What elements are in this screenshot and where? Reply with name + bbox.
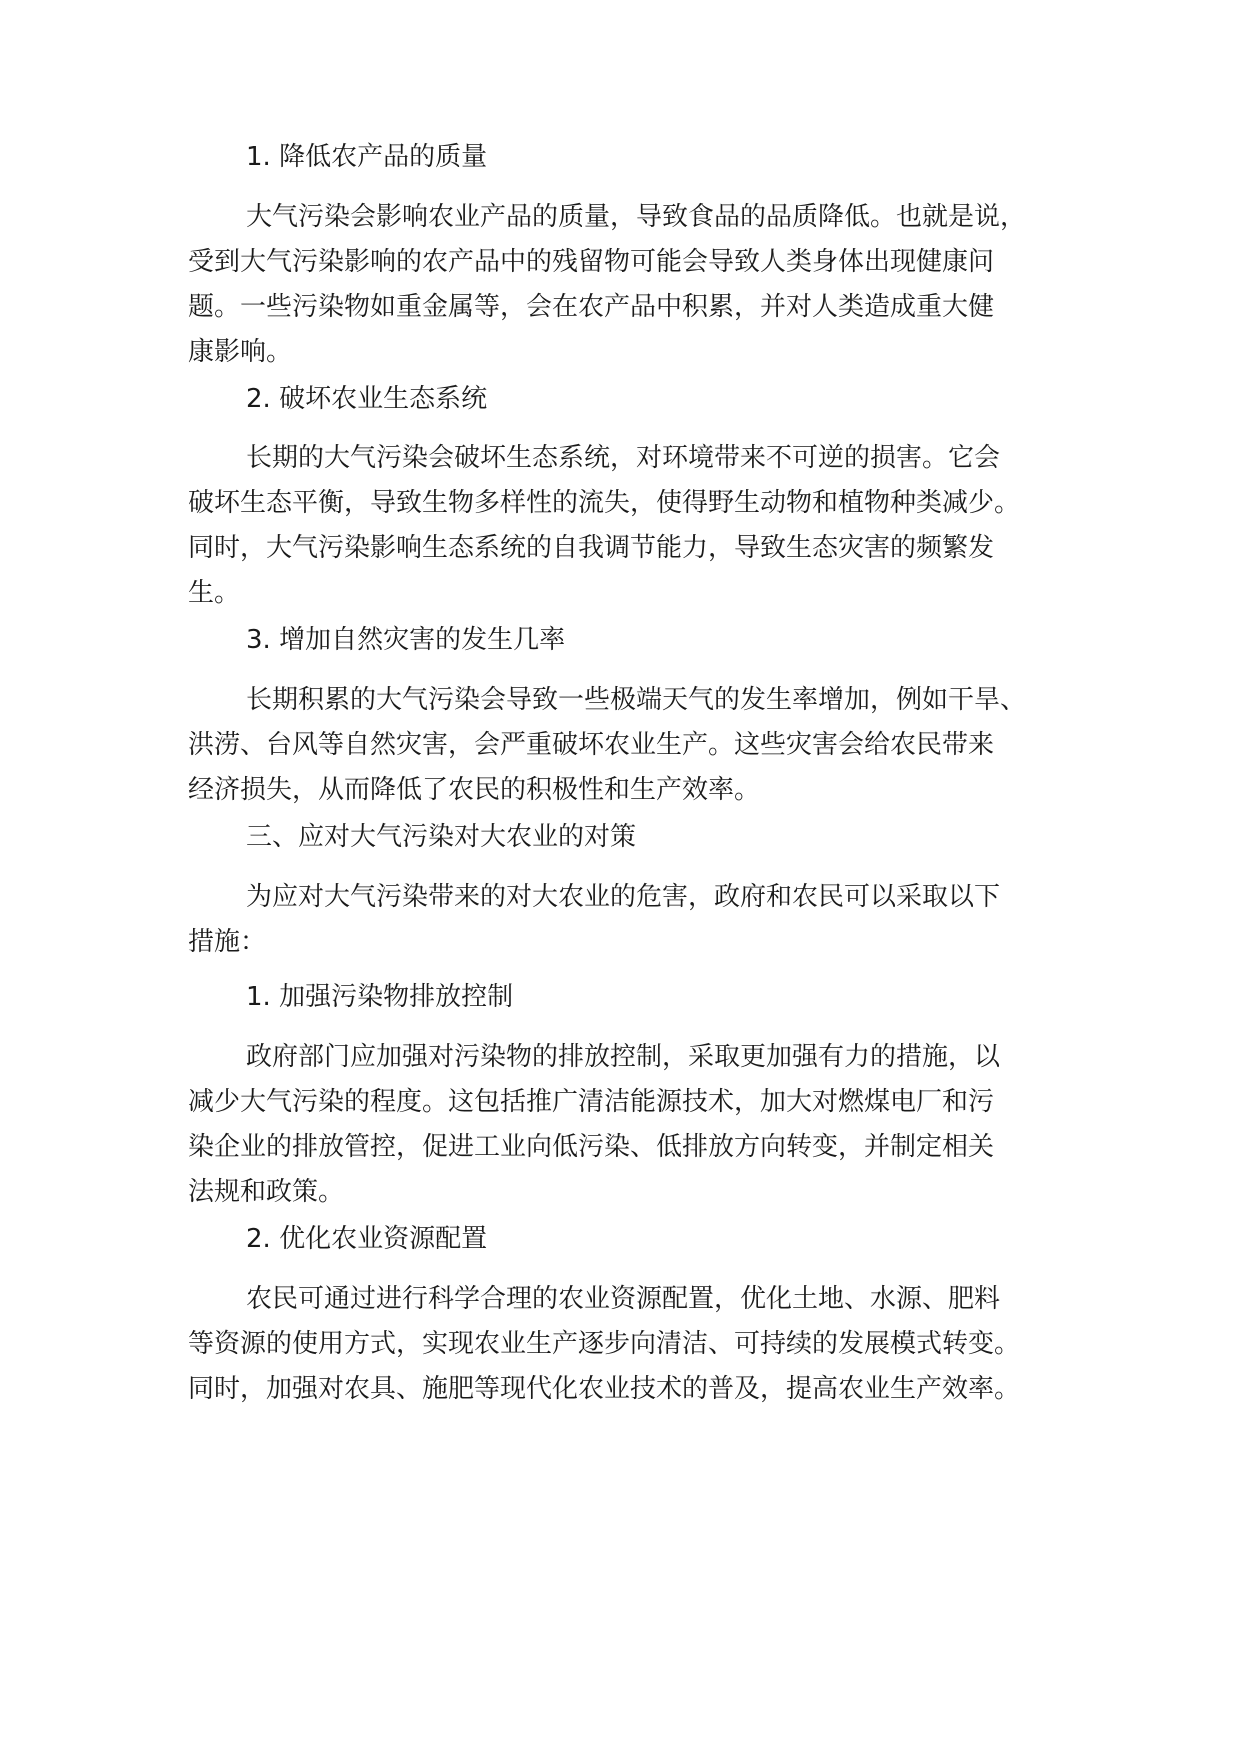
paragraph-line: 染企业的排放管控，促进工业向低污染、低排放方向转变，并制定相关	[188, 1132, 995, 1162]
section-heading	[188, 815, 1088, 860]
section-heading	[188, 1217, 1088, 1262]
heading-line: 2. 破坏农业生态系统	[246, 384, 488, 414]
paragraph-line: 同时，大气污染影响生态系统的自我调节能力，导致生态灾害的频繁发	[188, 533, 995, 563]
paragraph-line: 同时，加强对农具、施肥等现代化农业技术的普及，提高农业生产效率。	[188, 1374, 1021, 1404]
paragraph-line: 受到大气污染影响的农产品中的残留物可能会导致人类身体出现健康问	[188, 247, 995, 277]
paragraph-line: 经济损失，从而降低了农民的积极性和生产效率。	[188, 775, 761, 805]
paragraph	[188, 678, 1088, 813]
paragraph-line: 农民可通过进行科学合理的农业资源配置，优化土地、水源、肥料	[246, 1284, 1001, 1314]
paragraph	[188, 195, 1088, 375]
paragraph-line: 减少大气污染的程度。这包括推广清洁能源技术，加大对燃煤电厂和污	[188, 1087, 995, 1117]
paragraph	[188, 1035, 1088, 1215]
heading-line: 三、应对大气污染对大农业的对策	[246, 822, 637, 852]
paragraph-line: 题。一些污染物如重金属等，会在农产品中积累，并对人类造成重大健	[188, 292, 995, 322]
paragraph-line: 长期的大气污染会破坏生态系统，对环境带来不可逆的损害。它会	[246, 443, 1001, 473]
paragraph	[188, 875, 1088, 965]
section-heading	[188, 975, 1088, 1020]
paragraph	[188, 1277, 1088, 1412]
paragraph-line: 洪涝、台风等自然灾害，会严重破坏农业生产。这些灾害会给农民带来	[188, 730, 995, 760]
heading-line: 3. 增加自然灾害的发生几率	[246, 625, 566, 655]
section-heading	[188, 135, 1088, 180]
paragraph	[188, 436, 1088, 616]
section-heading	[188, 377, 1088, 422]
section-heading	[188, 618, 1088, 663]
paragraph-line: 等资源的使用方式，实现农业生产逐步向清洁、可持续的发展模式转变。	[188, 1329, 1021, 1359]
paragraph-line: 破坏生态平衡，导致生物多样性的流失，使得野生动物和植物种类减少。	[188, 488, 1021, 518]
paragraph-line: 措施：	[188, 927, 267, 957]
paragraph-line: 法规和政策。	[188, 1177, 345, 1207]
heading-line: 2. 优化农业资源配置	[246, 1224, 488, 1254]
heading-line: 1. 加强污染物排放控制	[246, 982, 514, 1012]
paragraph-line: 康影响。	[188, 337, 293, 367]
paragraph-line: 政府部门应加强对污染物的排放控制，采取更加强有力的措施，以	[246, 1042, 1001, 1072]
paragraph-line: 生。	[188, 578, 241, 608]
paragraph-line: 大气污染会影响农业产品的质量，导致食品的品质降低。也就是说，	[246, 202, 1027, 232]
paragraph-line: 长期积累的大气污染会导致一些极端天气的发生率增加，例如干旱、	[246, 685, 1027, 715]
heading-line: 1. 降低农产品的质量	[246, 142, 488, 172]
paragraph-line: 为应对大气污染带来的对大农业的危害，政府和农民可以采取以下	[246, 882, 1001, 912]
